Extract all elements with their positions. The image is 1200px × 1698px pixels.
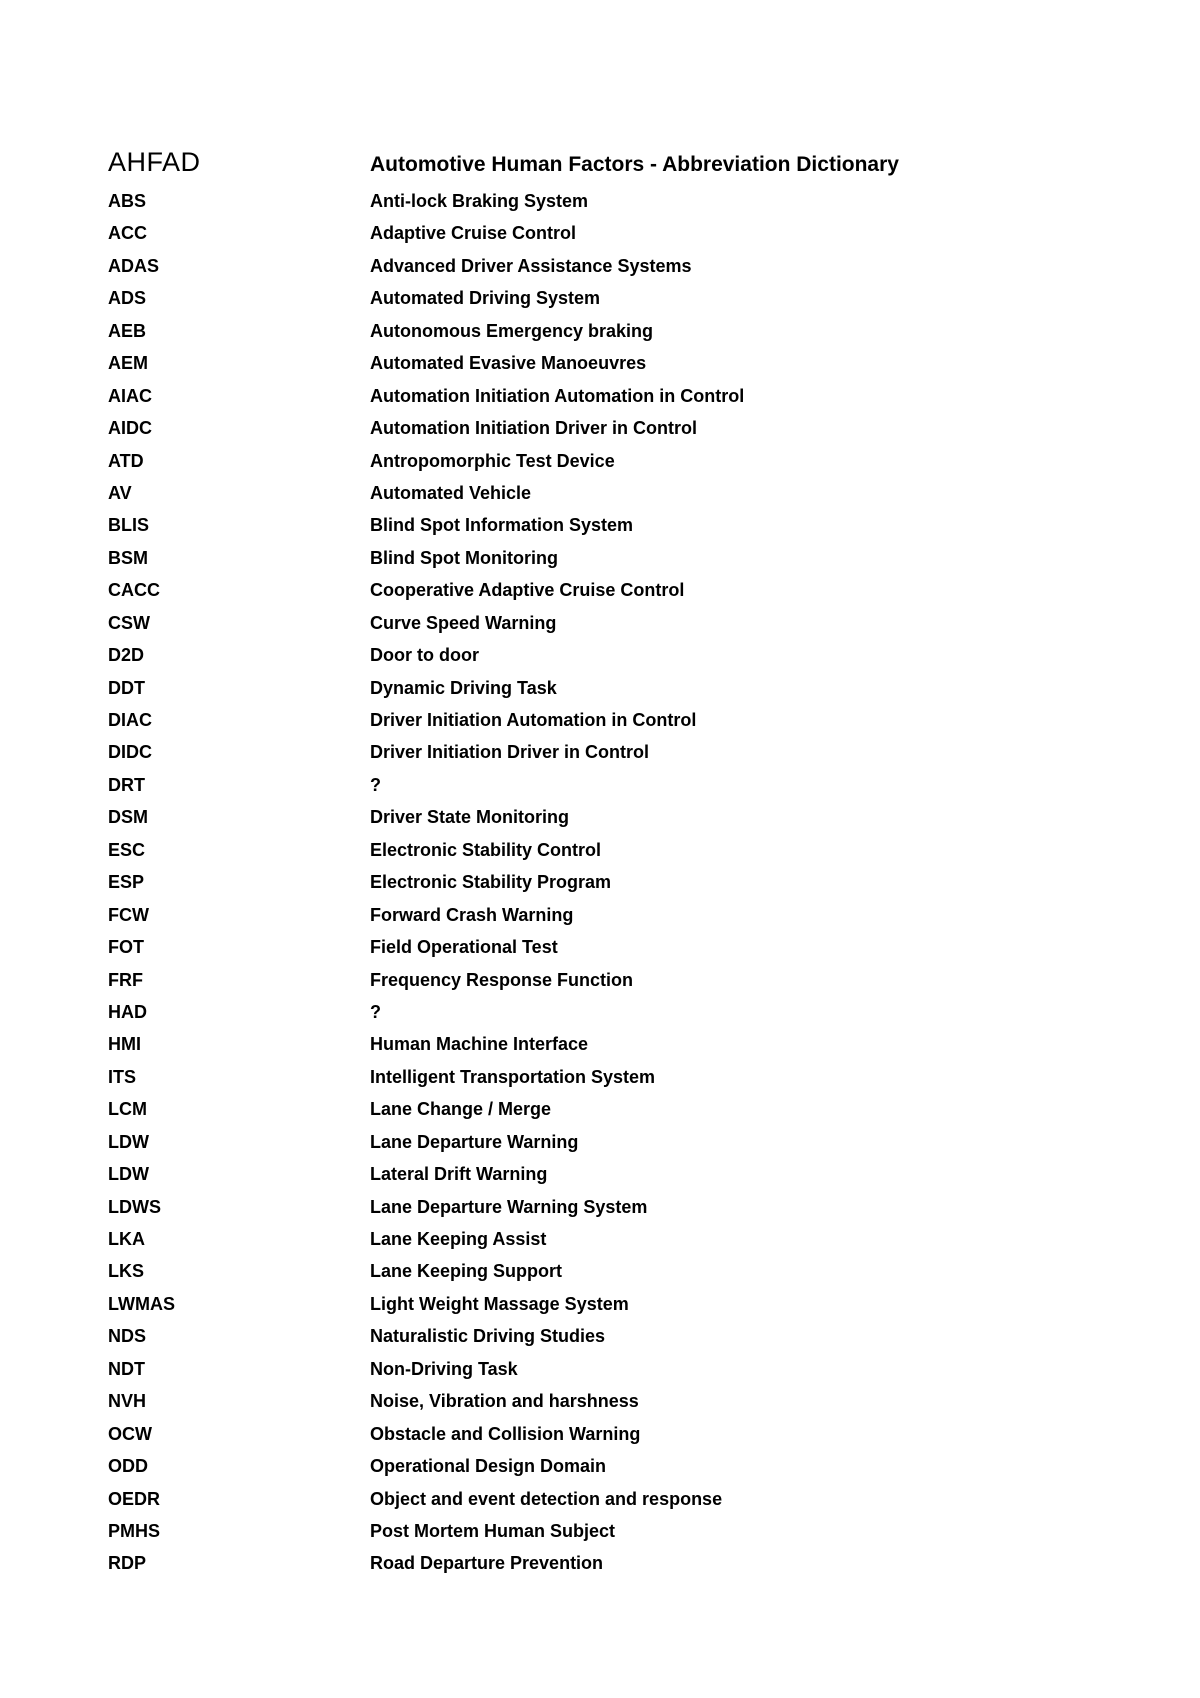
list-item — [108, 513, 1108, 545]
document-title: Automotive Human Factors - Abbreviation Dictionary — [370, 153, 899, 176]
abbreviation-term: ADAS — [108, 255, 160, 276]
list-item — [108, 319, 1108, 351]
abbreviation-meaning: Antropomorphic Test Device — [370, 450, 615, 471]
abbreviation-meaning: Non-Driving Task — [370, 1358, 518, 1379]
abbreviation-term: BSM — [108, 547, 148, 568]
abbreviation-term: OCW — [108, 1423, 152, 1444]
abbreviation-meaning: Lane Keeping Assist — [370, 1229, 547, 1249]
abbreviation-term: LWMAS — [108, 1293, 175, 1314]
abbreviation-meaning: Intelligent Transportation System — [370, 1066, 656, 1087]
abbreviation-meaning: Naturalistic Driving Studies — [370, 1326, 606, 1347]
abbreviation-term: DSM — [108, 807, 148, 828]
list-item — [108, 1519, 1108, 1551]
list-item — [108, 449, 1108, 481]
abbreviation-term: ATD — [108, 450, 144, 471]
list-item — [108, 1000, 1108, 1032]
list-item — [108, 384, 1108, 416]
abbreviation-meaning: ? — [370, 1001, 381, 1022]
abbreviation-term: ESP — [108, 872, 145, 893]
list-item — [108, 773, 1108, 805]
abbreviation-term: DIDC — [108, 742, 152, 763]
list-item — [108, 254, 1108, 286]
abbreviation-list — [108, 189, 1108, 1584]
abbreviation-meaning: Blind Spot Monitoring — [370, 547, 558, 568]
list-item — [108, 1551, 1108, 1583]
abbreviation-meaning: Operational Design Domain — [370, 1456, 607, 1477]
abbreviation-term: DRT — [108, 774, 145, 795]
abbreviation-meaning: Forward Crash Warning — [370, 904, 574, 925]
list-item — [108, 676, 1108, 708]
abbreviation-meaning: Frequency Response Function — [370, 969, 634, 990]
list-item — [108, 1324, 1108, 1356]
list-item — [108, 1357, 1108, 1389]
abbreviation-term: BLIS — [108, 515, 150, 536]
abbreviation-term: OEDR — [108, 1488, 161, 1509]
abbreviation-term: ODD — [108, 1456, 148, 1477]
abbreviation-term: ABS — [108, 191, 147, 211]
abbreviation-meaning: Electronic Stability Control — [370, 839, 602, 860]
abbreviation-meaning: Electronic Stability Program — [370, 872, 612, 893]
abbreviation-term: PMHS — [108, 1520, 161, 1541]
abbreviation-meaning: Cooperative Adaptive Cruise Control — [370, 580, 685, 601]
abbreviation-term: HMI — [108, 1034, 141, 1055]
abbreviation-term: RDP — [108, 1553, 147, 1574]
abbreviation-term: AEM — [108, 353, 148, 374]
list-item — [108, 903, 1108, 935]
abbreviation-term: NVH — [108, 1391, 147, 1412]
list-item — [108, 189, 1108, 221]
abbreviation-meaning: Automated Vehicle — [370, 482, 532, 503]
list-item — [108, 1422, 1108, 1454]
list-item — [108, 1292, 1108, 1324]
abbreviation-term: ESC — [108, 839, 146, 860]
abbreviation-meaning: Driver Initiation Driver in Control — [370, 742, 650, 763]
list-item — [108, 1097, 1108, 1129]
abbreviation-term: LKA — [108, 1229, 145, 1249]
abbreviation-meaning: Lane Change / Merge — [370, 1099, 552, 1120]
abbreviation-term: LCM — [108, 1099, 147, 1120]
list-item — [108, 286, 1108, 318]
abbreviation-term: FCW — [108, 904, 149, 925]
abbreviation-term: LKS — [108, 1261, 144, 1282]
abbreviation-meaning: Object and event detection and response — [370, 1488, 723, 1509]
list-item — [108, 611, 1108, 643]
list-item — [108, 1032, 1108, 1064]
list-item — [108, 1259, 1108, 1291]
abbreviation-meaning: Human Machine Interface — [370, 1034, 589, 1055]
abbreviation-term: DIAC — [108, 710, 152, 730]
list-item — [108, 578, 1108, 610]
abbreviation-term: NDS — [108, 1326, 147, 1347]
abbreviation-term: AV — [108, 482, 132, 503]
abbreviation-term: CSW — [108, 612, 150, 633]
list-item — [108, 351, 1108, 383]
abbreviation-meaning: Field Operational Test — [370, 937, 558, 958]
abbreviation-meaning: ? — [370, 774, 381, 795]
abbreviation-term: CACC — [108, 580, 160, 601]
list-item — [108, 708, 1108, 740]
abbreviation-meaning: Light Weight Massage System — [370, 1293, 629, 1314]
list-item — [108, 416, 1108, 448]
abbreviation-meaning: Automation Initiation Driver in Control — [370, 418, 697, 439]
abbreviation-term: HAD — [108, 1001, 147, 1022]
list-item — [108, 643, 1108, 675]
list-item — [108, 1065, 1108, 1097]
abbreviation-meaning: Automated Evasive Manoeuvres — [370, 353, 647, 374]
abbreviation-term: FRF — [108, 969, 143, 990]
abbreviation-term: LDWS — [108, 1196, 161, 1217]
list-item — [108, 805, 1108, 837]
abbreviation-term: D2D — [108, 645, 145, 666]
list-item — [108, 1389, 1108, 1421]
document-header — [108, 147, 1108, 187]
abbreviation-term: NDT — [108, 1358, 145, 1379]
abbreviation-meaning: Curve Speed Warning — [370, 612, 557, 633]
abbreviation-meaning: Lateral Drift Warning — [370, 1164, 548, 1185]
list-item — [108, 481, 1108, 513]
abbreviation-term: LDW — [108, 1131, 149, 1152]
abbreviation-meaning: Driver Initiation Automation in Control — [370, 710, 697, 730]
abbreviation-meaning: Obstacle and Collision Warning — [370, 1423, 641, 1444]
abbreviation-meaning: Dynamic Driving Task — [370, 677, 557, 698]
abbreviation-meaning: Post Mortem Human Subject — [370, 1520, 616, 1541]
abbreviation-meaning: Lane Keeping Support — [370, 1261, 563, 1282]
document-abbreviation: AHFAD — [108, 147, 201, 177]
abbreviation-meaning: Automation Initiation Automation in Control — [370, 385, 745, 406]
abbreviation-term: AEB — [108, 320, 147, 341]
abbreviation-term: AIAC — [108, 385, 152, 406]
list-item — [108, 1227, 1108, 1259]
abbreviation-meaning: Lane Departure Warning — [370, 1131, 579, 1152]
list-item — [108, 1162, 1108, 1194]
list-item — [108, 221, 1108, 253]
list-item — [108, 838, 1108, 870]
abbreviation-term: ADS — [108, 288, 147, 309]
abbreviation-term: AIDC — [108, 418, 152, 439]
abbreviation-meaning: Blind Spot Information System — [370, 515, 634, 536]
abbreviation-meaning: Advanced Driver Assistance Systems — [370, 255, 692, 276]
list-item — [108, 546, 1108, 578]
abbreviation-term: FOT — [108, 937, 144, 958]
abbreviation-meaning: Road Departure Prevention — [370, 1553, 604, 1574]
list-item — [108, 968, 1108, 1000]
list-item — [108, 935, 1108, 967]
abbreviation-term: ACC — [108, 223, 147, 244]
list-item — [108, 1195, 1108, 1227]
abbreviation-term: ITS — [108, 1066, 137, 1087]
list-item — [108, 740, 1108, 772]
list-item — [108, 1130, 1108, 1162]
abbreviation-meaning: Lane Departure Warning System — [370, 1196, 648, 1217]
abbreviation-meaning: Driver State Monitoring — [370, 807, 570, 828]
list-item — [108, 870, 1108, 902]
abbreviation-term: LDW — [108, 1164, 149, 1185]
abbreviation-meaning: Noise, Vibration and harshness — [370, 1391, 639, 1412]
list-item — [108, 1454, 1108, 1486]
abbreviation-meaning: Adaptive Cruise Control — [370, 223, 577, 244]
list-item — [108, 1487, 1108, 1519]
abbreviation-term: DDT — [108, 677, 145, 698]
abbreviation-meaning: Automated Driving System — [370, 288, 601, 309]
abbreviation-meaning: Anti-lock Braking System — [370, 191, 589, 211]
abbreviation-meaning: Door to door — [370, 645, 479, 666]
abbreviation-meaning: Autonomous Emergency braking — [370, 320, 654, 341]
